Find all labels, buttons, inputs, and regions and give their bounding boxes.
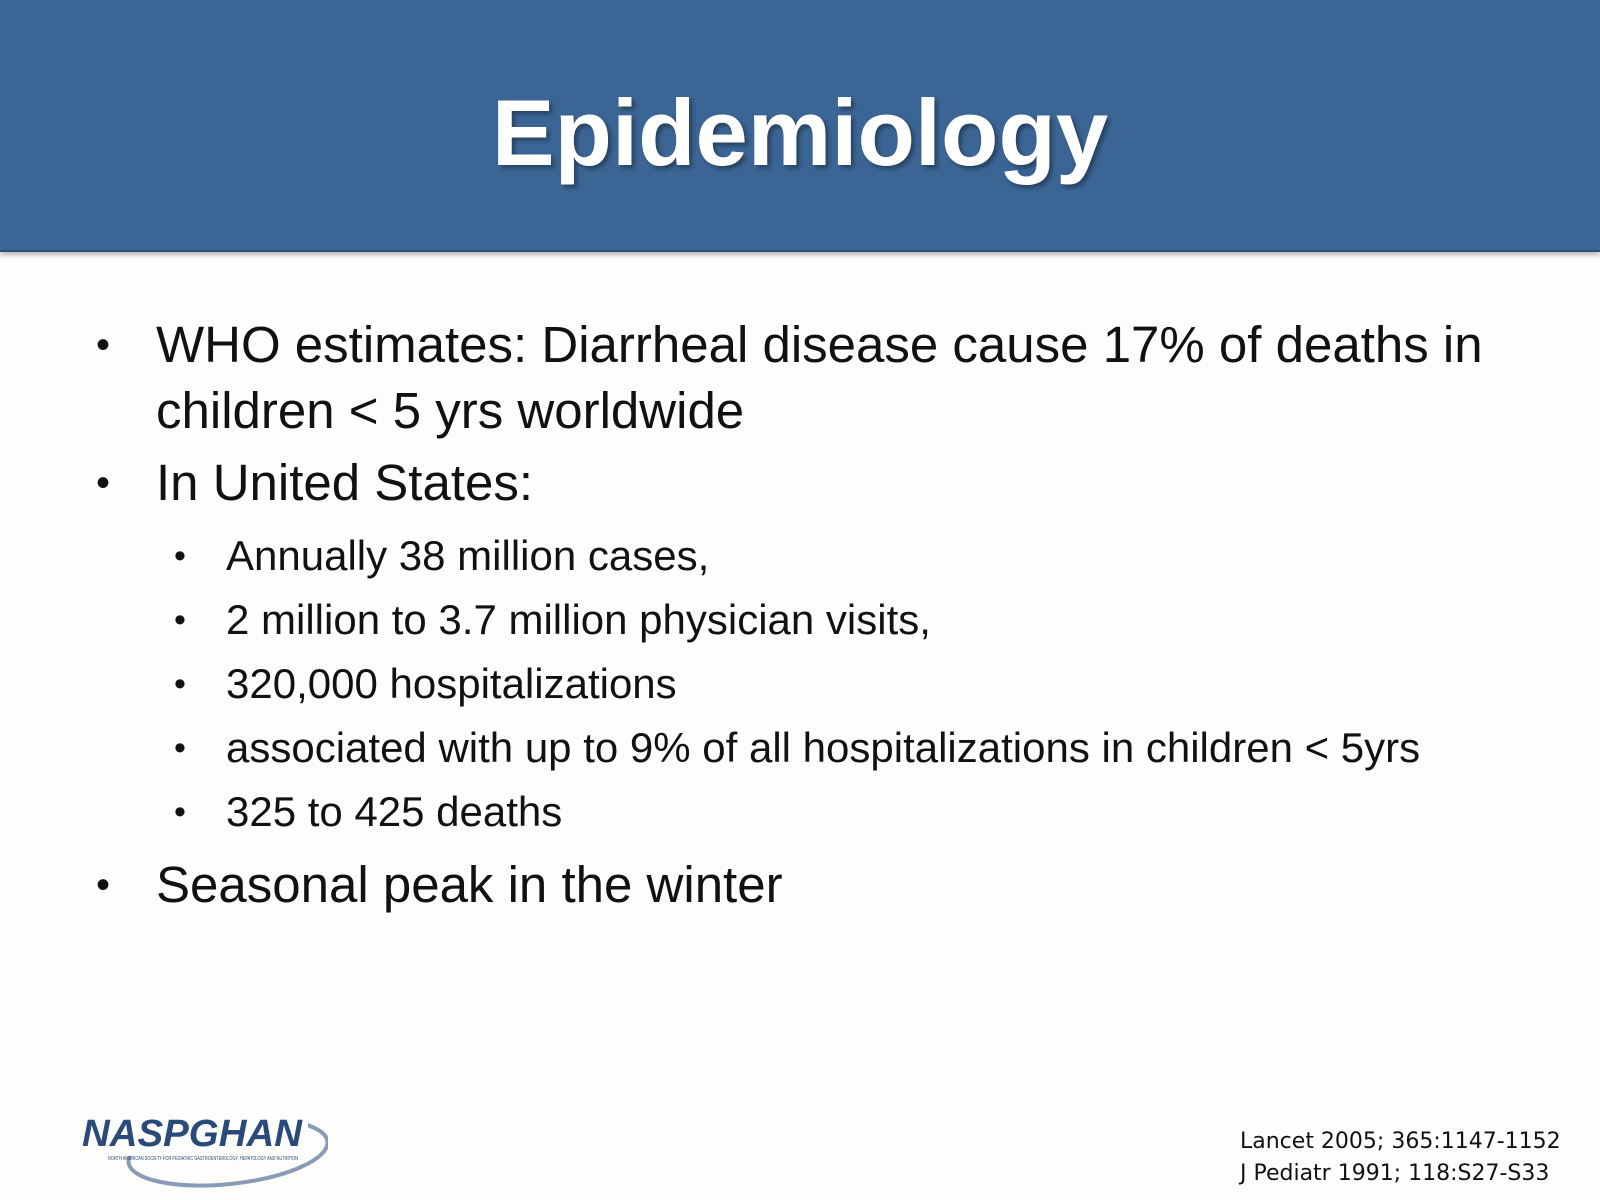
bullet-item-us [96,450,1546,516]
sub-bullet-item [174,530,1546,582]
sub-bullet-item [174,722,1586,774]
naspghan-logo [78,1112,328,1190]
bullet-icon: • [96,323,111,367]
sub-bullet-icon: • [174,793,186,831]
slide-title: Epidemiology [491,80,1109,185]
bullet-text: WHO estimates: Diarrheal disease cause 17% of deaths in children < 5 yrs worldwide [156,316,1483,439]
bullet-item-seasonal [96,852,1546,918]
sub-bullet-item [174,786,1546,838]
bullet-item-who [96,312,1546,444]
sub-bullet-text: 325 to 425 deaths [226,788,563,835]
sub-bullet-text: Annually 38 million cases, [226,532,710,579]
sub-bullet-icon: • [174,665,186,703]
sub-bullet-icon: • [174,729,186,767]
bullet-icon: • [96,863,111,907]
sub-bullet-item [174,594,1546,646]
sub-bullet-icon: • [174,537,186,575]
bullet-text: In United States: [156,454,534,511]
sub-bullet-icon: • [174,601,186,639]
bullet-icon: • [96,461,111,505]
sub-bullet-item [174,658,1546,710]
sub-bullet-text: associated with up to 9% of all hospitalizations in children < 5yrs [226,724,1421,771]
sub-bullet-text: 320,000 hospitalizations [226,660,677,707]
reference-line: Lancet 2005; 365:1147-1152 [1240,1129,1561,1154]
logo-tagline: NORTH AMERICAN SOCIETY FOR PEDIATRIC GASTROENTEROLOGY, HEPATOLOGY AND NUTRITION [108,1156,299,1162]
references [1240,1126,1580,1190]
sub-bullet-text: 2 million to 3.7 million physician visits, [226,596,931,643]
bullet-text: Seasonal peak in the winter [156,856,783,913]
logo-wordmark: NASPGHAN [82,1113,304,1155]
reference-line: J Pediatr 1991; 118:S27-S33 [1240,1161,1550,1186]
